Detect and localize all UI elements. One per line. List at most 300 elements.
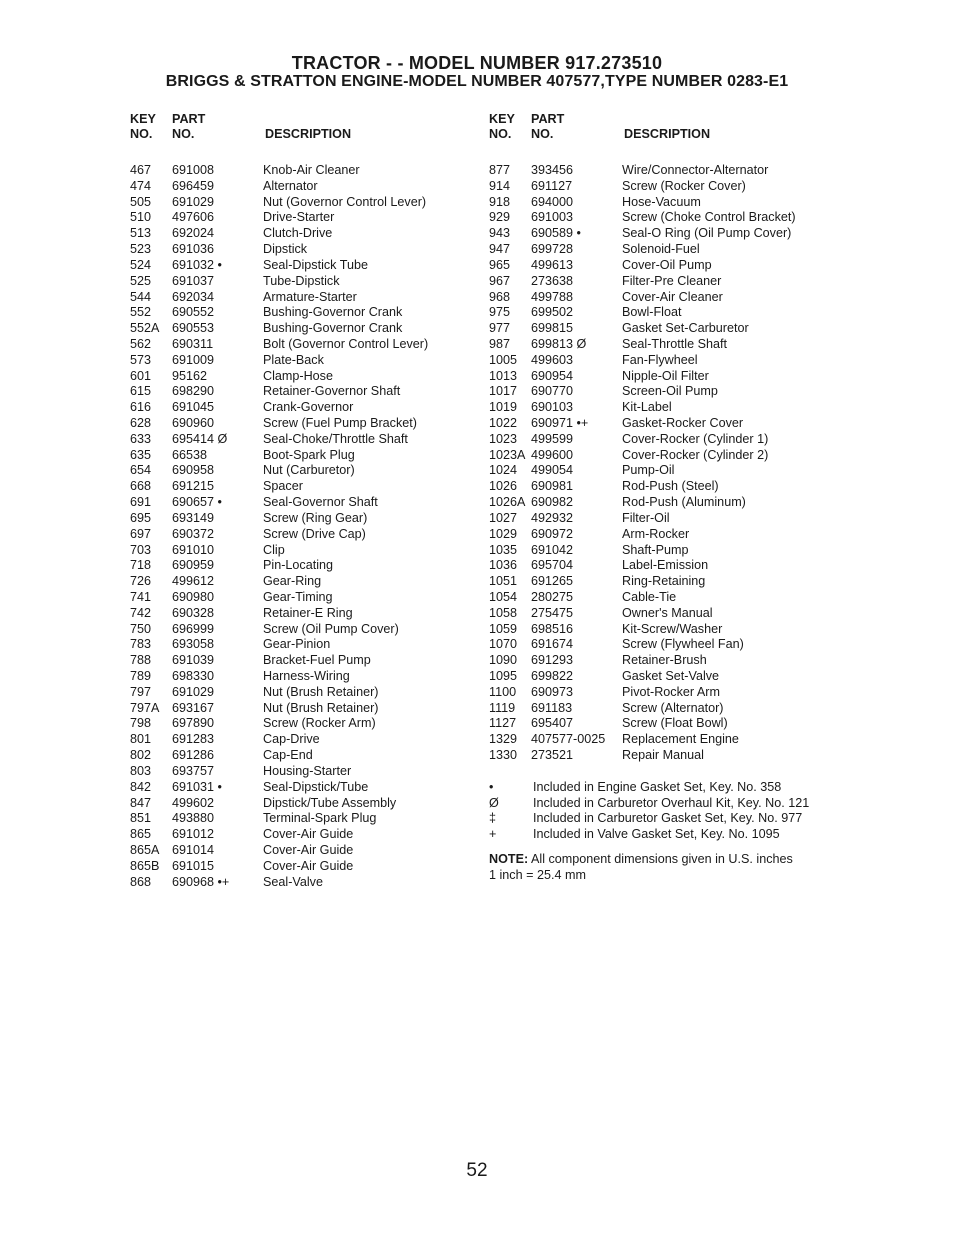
part-number: 275475 (531, 605, 574, 620)
parts-row (130, 543, 480, 559)
part-number: 691029 (172, 194, 215, 209)
parts-row (130, 163, 480, 179)
part-description: Screen-Oil Pump (622, 384, 718, 399)
part-description: Nut (Brush Retainer) (263, 684, 379, 699)
parts-row (130, 811, 480, 827)
part-description: Seal-Governor Shaft (263, 495, 378, 510)
legend-item (489, 780, 839, 796)
part-header-line1: PART (172, 112, 206, 126)
part-number: 690973 (531, 684, 574, 699)
key-number: 635 (130, 447, 152, 462)
part-number: 696999 (172, 621, 215, 636)
key-number: 726 (130, 574, 152, 589)
part-description: Seal-Throttle Shaft (622, 336, 727, 351)
key-number: 798 (130, 716, 152, 731)
key-number: 552A (130, 321, 160, 336)
parts-row (130, 558, 480, 574)
note-text: All component dimensions given in U.S. inches (531, 852, 793, 867)
key-number: 1051 (489, 574, 518, 589)
key-number: 510 (130, 210, 152, 225)
parts-row (489, 242, 839, 258)
parts-row (489, 637, 839, 653)
key-number: 524 (130, 257, 152, 272)
part-number: 66538 (172, 447, 208, 462)
part-number: 698330 (172, 669, 215, 683)
parts-row (489, 685, 839, 701)
legend-symbol: + (489, 827, 497, 842)
parts-row (489, 748, 839, 764)
key-number: 929 (489, 210, 511, 225)
key-number: 616 (130, 400, 152, 415)
parts-row (489, 701, 839, 717)
key-number: 1035 (489, 542, 518, 557)
key-number: 741 (130, 589, 152, 604)
key-number: 1058 (489, 605, 518, 620)
parts-row (130, 305, 480, 321)
parts-row (489, 400, 839, 416)
part-description: Arm-Rocker (622, 526, 690, 541)
part-number: 691029 (172, 684, 215, 699)
parts-row (130, 574, 480, 590)
parts-row (489, 590, 839, 606)
part-number: 690553 (172, 321, 215, 336)
part-number: 690328 (172, 605, 215, 620)
key-number: 1019 (489, 400, 518, 415)
part-number: 695414 Ø (172, 431, 228, 446)
parts-row (489, 274, 839, 290)
key-number: 1024 (489, 463, 518, 478)
part-description: Solenoid-Fuel (622, 242, 700, 257)
parts-row (489, 290, 839, 306)
description-header: DESCRIPTION (265, 127, 352, 141)
part-number: 692024 (172, 226, 215, 241)
parts-row (489, 305, 839, 321)
part-description: Clamp-Hose (263, 368, 333, 383)
description-header: DESCRIPTION (624, 127, 711, 141)
part-number: 696459 (172, 178, 215, 193)
parts-row (130, 432, 480, 448)
part-number: 693757 (172, 763, 215, 778)
key-number: 1070 (489, 637, 518, 652)
dimensions-note (489, 852, 839, 884)
parts-row (489, 653, 839, 669)
key-number: 697 (130, 526, 152, 541)
part-description: Rod-Push (Aluminum) (622, 495, 746, 510)
part-description: Seal-Dipstick/Tube (263, 779, 369, 794)
part-description: Bushing-Governor Crank (263, 321, 403, 336)
part-number: 407577-0025 (531, 732, 606, 747)
part-description: Bushing-Governor Crank (263, 305, 403, 320)
part-description: Retainer-E Ring (263, 605, 353, 620)
page-number: 52 (466, 1160, 488, 1181)
note-conversion: 1 inch = 25.4 mm (489, 867, 586, 882)
key-number: 1013 (489, 368, 518, 383)
part-description: Boot-Spark Plug (263, 447, 355, 462)
parts-row (489, 543, 839, 559)
part-number: 691127 (531, 178, 573, 193)
part-description: Cable-Tie (622, 589, 677, 604)
key-number: 628 (130, 416, 152, 430)
parts-row (489, 732, 839, 748)
part-description: Spacer (263, 479, 303, 494)
part-number: 690971 •+ (531, 416, 589, 430)
part-number: 499788 (531, 289, 574, 304)
parts-row (489, 463, 839, 479)
part-description: Seal-Valve (263, 874, 323, 889)
key-number: 1022 (489, 416, 518, 430)
parts-row (489, 527, 839, 543)
key-header-line2: NO. (489, 127, 512, 141)
part-number: 695407 (531, 716, 574, 731)
column-header (130, 108, 480, 163)
key-number: 1023A (489, 447, 526, 462)
part-number: 499602 (172, 795, 215, 810)
parts-row (130, 606, 480, 622)
part-description: Ring-Retaining (622, 574, 706, 589)
key-number: 1054 (489, 589, 518, 604)
parts-row (130, 796, 480, 812)
key-header-line1: KEY (489, 112, 515, 126)
parts-row (130, 685, 480, 701)
part-number: 95162 (172, 368, 208, 383)
part-number: 691036 (172, 242, 215, 257)
key-number: 1026 (489, 479, 518, 494)
part-number: 691010 (172, 542, 215, 557)
key-header-line1: KEY (130, 112, 156, 126)
key-number: 987 (489, 336, 511, 351)
part-number: 690589 • (531, 226, 581, 241)
part-description: Screw (Fuel Pump Bracket) (263, 416, 417, 430)
key-number: 943 (489, 226, 511, 241)
key-number: 977 (489, 321, 511, 336)
key-number: 1119 (489, 700, 516, 715)
parts-row (130, 274, 480, 290)
parts-row (130, 637, 480, 653)
parts-row (130, 416, 480, 432)
part-header-line1: PART (531, 112, 565, 126)
key-number: 847 (130, 795, 152, 810)
part-description: Bolt (Governor Control Lever) (263, 336, 429, 351)
legend-text: Included in Carburetor Gasket Set, Key. No. 977 (533, 811, 803, 826)
key-number: 868 (130, 874, 152, 889)
key-number: 975 (489, 305, 511, 320)
part-number: 691042 (531, 542, 574, 557)
key-number: 552 (130, 305, 152, 320)
part-description: Screw (Alternator) (622, 700, 724, 715)
parts-rows-right (489, 163, 839, 764)
part-description: Pump-Oil (622, 463, 675, 478)
parts-row (130, 242, 480, 258)
parts-rows-left (130, 163, 480, 890)
parts-row (489, 337, 839, 353)
parts-row (130, 859, 480, 875)
key-number: 1100 (489, 684, 517, 699)
part-description: Cap-End (263, 748, 313, 763)
part-number: 690657 • (172, 495, 222, 510)
key-number: 695 (130, 510, 152, 525)
part-description: Nut (Carburetor) (263, 463, 355, 478)
part-description: Seal-Dipstick Tube (263, 257, 368, 272)
part-number: 690958 (172, 463, 215, 478)
key-number: 703 (130, 542, 152, 557)
key-number: 1023 (489, 431, 518, 446)
part-number: 691037 (172, 273, 215, 288)
part-description: Clip (263, 542, 285, 557)
part-number: 690968 •+ (172, 874, 230, 889)
key-number: 947 (489, 242, 511, 257)
part-number: 393456 (531, 163, 574, 177)
parts-row (489, 353, 839, 369)
key-header-line2: NO. (130, 127, 153, 141)
key-number: 513 (130, 226, 152, 241)
page-title: TRACTOR - - MODEL NUMBER 917.273510 (291, 53, 663, 73)
part-description: Screw (Drive Cap) (263, 526, 366, 541)
parts-row (489, 606, 839, 622)
key-number: 1059 (489, 621, 518, 636)
legend-item (489, 796, 839, 812)
part-description: Rod-Push (Steel) (622, 479, 719, 494)
page-subtitle: BRIGGS & STRATTON ENGINE-MODEL NUMBER 407577,TYPE NUMBER 0283-E1 (165, 73, 789, 90)
part-number: 499612 (172, 574, 215, 589)
legend-symbol: ‡ (489, 811, 497, 826)
part-description: Plate-Back (263, 352, 324, 367)
note-label: NOTE: (489, 852, 529, 867)
legend-item (489, 811, 839, 827)
part-description: Clutch-Drive (263, 226, 333, 241)
part-description: Retainer-Brush (622, 653, 707, 668)
key-number: 967 (489, 273, 511, 288)
part-number: 691031 • (172, 779, 222, 794)
part-description: Label-Emission (622, 558, 709, 573)
parts-row (130, 337, 480, 353)
parts-row (130, 384, 480, 400)
part-description: Armature-Starter (263, 289, 357, 304)
parts-row (130, 321, 480, 337)
part-number: 699815 (531, 321, 574, 336)
key-number: 1027 (489, 510, 518, 525)
part-number: 697890 (172, 716, 215, 731)
key-number: 668 (130, 479, 152, 494)
part-number: 695704 (531, 558, 574, 573)
legend-symbol: • (489, 779, 494, 794)
part-description: Seal-O Ring (Oil Pump Cover) (622, 226, 792, 241)
part-number: 690959 (172, 558, 215, 573)
key-number: 1005 (489, 352, 518, 367)
part-number: 690372 (172, 526, 215, 541)
part-description: Screw (Ring Gear) (263, 510, 368, 525)
parts-row (130, 511, 480, 527)
part-number: 690770 (531, 384, 574, 399)
parts-row (489, 479, 839, 495)
part-description: Housing-Starter (263, 763, 352, 778)
part-number: 691283 (172, 732, 215, 747)
part-number: 690980 (172, 589, 215, 604)
key-number: 615 (130, 384, 152, 399)
part-description: Cover-Air Guide (263, 842, 354, 857)
part-number: 694000 (531, 194, 574, 209)
part-description: Cover-Air Guide (263, 858, 354, 873)
parts-row (130, 780, 480, 796)
parts-row (130, 732, 480, 748)
parts-row (130, 369, 480, 385)
key-number: 1017 (489, 384, 518, 399)
part-number: 280275 (531, 589, 574, 604)
key-number: 474 (130, 178, 152, 193)
part-number: 273638 (531, 273, 574, 288)
part-description: Dipstick/Tube Assembly (263, 795, 397, 810)
key-number: 1029 (489, 526, 518, 541)
part-description: Cover-Air Cleaner (622, 289, 723, 304)
part-number: 499599 (531, 431, 574, 446)
part-description: Cover-Rocker (Cylinder 1) (622, 431, 769, 446)
parts-row (489, 226, 839, 242)
parts-row (489, 511, 839, 527)
part-description: Gear-Ring (263, 574, 322, 589)
parts-row (130, 701, 480, 717)
part-description: Bowl-Float (622, 305, 682, 320)
key-number: 467 (130, 163, 152, 177)
key-number: 789 (130, 669, 152, 683)
part-number: 492932 (531, 510, 574, 525)
column-header (489, 108, 839, 163)
part-description: Seal-Choke/Throttle Shaft (263, 431, 408, 446)
parts-row (489, 258, 839, 274)
part-number: 691215 (172, 479, 215, 494)
part-description: Replacement Engine (622, 732, 739, 747)
part-description: Hose-Vacuum (622, 194, 701, 209)
parts-row (130, 748, 480, 764)
part-number: 273521 (531, 748, 574, 763)
part-number: 691286 (172, 748, 215, 763)
parts-row (130, 875, 480, 891)
key-number: 801 (130, 732, 152, 747)
key-number: 802 (130, 748, 152, 763)
part-description: Cap-Drive (263, 732, 320, 747)
parts-row (130, 479, 480, 495)
parts-row (489, 432, 839, 448)
part-description: Gasket Set-Valve (622, 669, 720, 683)
key-number: 1090 (489, 653, 518, 668)
part-description: Shaft-Pump (622, 542, 689, 557)
part-description: Gear-Timing (263, 589, 333, 604)
key-number: 691 (130, 495, 152, 510)
parts-row (489, 210, 839, 226)
key-number: 851 (130, 811, 152, 826)
part-description: Screw (Oil Pump Cover) (263, 621, 399, 636)
part-description: Tube-Dipstick (263, 273, 340, 288)
part-number: 698290 (172, 384, 215, 399)
parts-row (130, 527, 480, 543)
part-number: 499054 (531, 463, 574, 478)
part-number: 691012 (172, 827, 215, 842)
part-description: Knob-Air Cleaner (263, 163, 360, 177)
key-number: 1127 (489, 716, 517, 731)
parts-row (130, 179, 480, 195)
part-description: Screw (Float Bowl) (622, 716, 728, 731)
key-number: 544 (130, 289, 152, 304)
part-description: Gasket-Rocker Cover (622, 416, 744, 430)
part-number: 691293 (531, 653, 574, 668)
parts-row (130, 448, 480, 464)
part-header-line2: NO. (172, 127, 195, 141)
parts-row (130, 210, 480, 226)
parts-row (489, 321, 839, 337)
part-number: 693149 (172, 510, 215, 525)
key-number: 1329 (489, 732, 518, 747)
part-description: Fan-Flywheel (622, 352, 698, 367)
parts-row (130, 258, 480, 274)
key-number: 633 (130, 431, 152, 446)
part-number: 691045 (172, 400, 215, 415)
part-description: Alternator (263, 178, 318, 193)
key-number: 601 (130, 368, 152, 383)
parts-row (489, 179, 839, 195)
part-description: Terminal-Spark Plug (263, 811, 377, 826)
parts-row (130, 463, 480, 479)
part-number: 690103 (531, 400, 574, 415)
part-number: 493880 (172, 811, 215, 826)
part-description: Cover-Air Guide (263, 827, 354, 842)
part-number: 690981 (531, 479, 574, 494)
part-header-line2: NO. (531, 127, 554, 141)
key-number: 1026A (489, 495, 526, 510)
parts-row (130, 290, 480, 306)
parts-row (489, 195, 839, 211)
parts-row (489, 558, 839, 574)
parts-list-right-column (489, 108, 839, 884)
parts-row (130, 653, 480, 669)
key-number: 525 (130, 273, 152, 288)
part-number: 699822 (531, 669, 574, 683)
part-description: Filter-Oil (622, 510, 670, 525)
legend-symbol: Ø (489, 795, 499, 810)
part-number: 698516 (531, 621, 574, 636)
parts-row (489, 369, 839, 385)
part-number: 691003 (531, 210, 574, 225)
key-number: 750 (130, 621, 152, 636)
part-number: 692034 (172, 289, 215, 304)
part-description: Nipple-Oil Filter (622, 368, 709, 383)
part-description: Gasket Set-Carburetor (622, 321, 749, 336)
key-number: 797A (130, 700, 160, 715)
part-description: Screw (Flywheel Fan) (622, 637, 744, 652)
part-number: 691039 (172, 653, 215, 668)
part-description: Owner's Manual (622, 605, 713, 620)
legend-text: Included in Valve Gasket Set, Key. No. 1095 (533, 827, 780, 842)
key-number: 968 (489, 289, 511, 304)
parts-row (130, 827, 480, 843)
part-description: Gear-Pinion (263, 637, 331, 652)
part-description: Cover-Oil Pump (622, 257, 712, 272)
key-number: 842 (130, 779, 152, 794)
part-description: Filter-Pre Cleaner (622, 273, 722, 288)
key-number: 718 (130, 558, 152, 573)
legend-item (489, 827, 839, 843)
part-description: Pivot-Rocker Arm (622, 684, 720, 699)
parts-row (130, 716, 480, 732)
key-number: 803 (130, 763, 152, 778)
part-number: 690960 (172, 416, 215, 430)
key-number: 1095 (489, 669, 518, 683)
parts-row (130, 226, 480, 242)
part-number: 691014 (172, 842, 215, 857)
part-description: Wire/Connector-Alternator (622, 163, 769, 177)
key-number: 742 (130, 605, 152, 620)
part-description: Retainer-Governor Shaft (263, 384, 401, 399)
part-number: 691265 (531, 574, 574, 589)
key-number: 965 (489, 257, 511, 272)
key-number: 865 (130, 827, 152, 842)
